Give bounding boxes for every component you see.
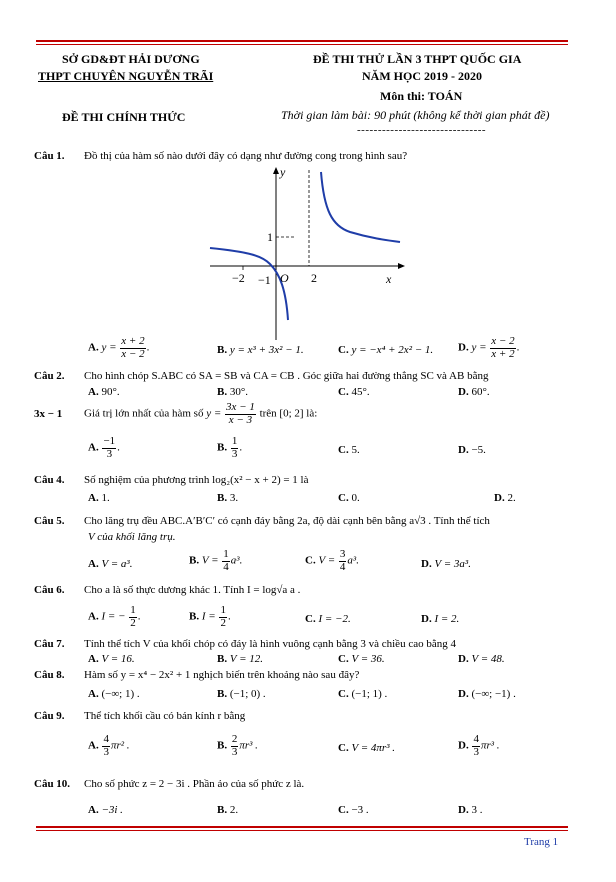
subject: Môn thi: TOÁN — [380, 89, 463, 103]
q10-option-d[interactable]: D. 3 . — [458, 804, 483, 816]
tick-neg1: −1 — [258, 273, 271, 287]
q9-option-c[interactable]: C. V = 4πr³ . — [338, 742, 395, 754]
q9-option-d[interactable]: D. $\frac{4}{3}$ πr³ . — [458, 733, 500, 758]
tick-2: 2 — [311, 271, 317, 285]
q5-option-a[interactable]: A. V = a³. — [88, 558, 133, 570]
bottom-rule-2 — [36, 830, 568, 831]
q6-option-b[interactable]: B. I = $\frac{1}{2}$ . — [189, 604, 231, 629]
q4-option-d[interactable]: D. 2. — [494, 492, 516, 504]
q3-option-c[interactable]: C. 5. — [338, 444, 360, 456]
q7-option-b[interactable]: B. V = 12. — [217, 653, 264, 665]
q8-option-c[interactable]: C. (−1; 1) . — [338, 688, 388, 700]
question-7: Câu 7. Tính thể tích V của khối chóp có đáy là hình vuông cạnh bằng 3 và chiều cao bằng 4 — [34, 638, 456, 650]
q10-option-b[interactable]: B. 2. — [217, 804, 239, 816]
q5-option-d[interactable]: D. V = 3a³. — [421, 558, 471, 570]
q3-option-b[interactable]: B. $\frac{1}{3}$ . — [217, 435, 243, 460]
exam-title: ĐỀ THI THỬ LẦN 3 THPT QUỐC GIA — [313, 52, 522, 66]
tick-1: 1 — [267, 230, 273, 244]
bottom-rule — [36, 826, 568, 828]
school-name: THPT CHUYÊN NGUYỄN TRÃI — [38, 69, 214, 83]
q10-option-a[interactable]: A. −3i . — [88, 804, 123, 816]
q4-option-c[interactable]: C. 0. — [338, 492, 360, 504]
question-3: 3x − 1 Giá trị lớn nhất của hàm số y = $\frac{3x - 1}{x - 3}$ trên [0; 2] là: — [34, 401, 318, 426]
q6-option-a[interactable]: A. I = − $\frac{1}{2}$ . — [88, 604, 141, 629]
q1-option-b[interactable]: B. y = x³ + 3x² − 1. — [217, 344, 304, 356]
q7-option-a[interactable]: A. V = 16. — [88, 653, 135, 665]
q5-option-b[interactable]: B. V = $\frac{1}{4}$ a³. — [189, 548, 243, 573]
q3-option-a[interactable]: A. $\frac{-1}{3}$ . — [88, 435, 120, 460]
q4-option-a[interactable]: A. 1. — [88, 492, 110, 504]
q1-option-a[interactable]: A. y = $\frac{x + 2}{x - 2}$ . — [88, 335, 150, 360]
q5-option-c[interactable]: C. V = $\frac{3}{4}$ a³. — [305, 548, 359, 573]
q4-option-b[interactable]: B. 3. — [217, 492, 239, 504]
question-10: Câu 10. Cho số phức z = 2 − 3i . Phần ảo của số phức z là. — [34, 778, 305, 790]
question-5-line2: V của khối lăng trụ. — [88, 531, 176, 543]
question-9: Câu 9. Thể tích khối cầu có bán kính r bằng — [34, 710, 246, 722]
q2-option-b[interactable]: B. 30°. — [217, 386, 248, 398]
q7-option-c[interactable]: C. V = 36. — [338, 653, 385, 665]
q8-option-a[interactable]: A. (−∞; 1) . — [88, 688, 140, 700]
official-label: ĐỀ THI CHÍNH THỨC — [62, 110, 186, 124]
x-axis-label: x — [386, 272, 392, 286]
q1-option-c[interactable]: C. y = −x⁴ + 2x² − 1. — [338, 344, 434, 356]
question-text: Đồ thị của hàm số nào dưới đây có dạng như đường cong trong hình sau? — [84, 150, 408, 162]
q2-option-c[interactable]: C. 45°. — [338, 386, 370, 398]
function-graph — [200, 160, 410, 345]
origin-label: O — [280, 271, 289, 285]
question-2: Câu 2. Cho hình chóp S.ABC có SA = SB và CA = CB . Góc giữa hai đường thẳng SC và AB bằng — [34, 370, 489, 382]
q6-option-d[interactable]: D. I = 2. — [421, 613, 460, 625]
y-axis-label: y — [280, 165, 286, 179]
school-year: NĂM HỌC 2019 - 2020 — [362, 69, 482, 83]
question-number: Câu 1. — [34, 150, 65, 162]
top-rule — [36, 40, 568, 42]
question-6: Câu 6. Cho a là số thực dương khác 1. Tính I = log√a a . — [34, 584, 301, 596]
question-5: Câu 5. Cho lăng trụ đều ABC.A′B′C′ có cạnh đáy bằng 2a, độ dài cạnh bên bằng a√3 . Tính thể tích — [34, 515, 490, 527]
question-8: Câu 8. Hàm số y = x⁴ − 2x² + 1 nghịch biến trên khoảng nào sau đây? — [34, 669, 360, 681]
q7-option-d[interactable]: D. V = 48. — [458, 653, 505, 665]
q2-option-a[interactable]: A. 90°. — [88, 386, 120, 398]
top-rule-2 — [36, 44, 568, 45]
q2-option-d[interactable]: D. 60°. — [458, 386, 490, 398]
q6-option-c[interactable]: C. I = −2. — [305, 613, 351, 625]
q8-option-d[interactable]: D. (−∞; −1) . — [458, 688, 516, 700]
q8-option-b[interactable]: B. (−1; 0) . — [217, 688, 266, 700]
tick-neg2: −2 — [232, 271, 245, 285]
curve-right-branch — [321, 172, 400, 242]
dept-name: SỞ GD&ĐT HẢI DƯƠNG — [62, 52, 200, 66]
y-axis-arrow — [273, 167, 279, 174]
x-axis-arrow — [398, 263, 405, 269]
q9-option-b[interactable]: B. $\frac{2}{3}$ πr³ . — [217, 733, 258, 758]
page-number: Trang 1 — [524, 836, 559, 848]
q3-option-d[interactable]: D. −5. — [458, 444, 486, 456]
question-4: Câu 4. Số nghiệm của phương trình log₂(x² − x + 2) = 1 là — [34, 474, 309, 486]
q10-option-c[interactable]: C. −3 . — [338, 804, 369, 816]
dash-line: ------------------------------- — [357, 124, 487, 136]
exam-time: Thời gian làm bài: 90 phút (không kể thời gian phát đề) — [281, 108, 550, 122]
q9-option-a[interactable]: A. $\frac{4}{3}$ πr² . — [88, 733, 130, 758]
q1-option-d[interactable]: D. y = $\frac{x - 2}{x + 2}$ . — [458, 335, 520, 360]
